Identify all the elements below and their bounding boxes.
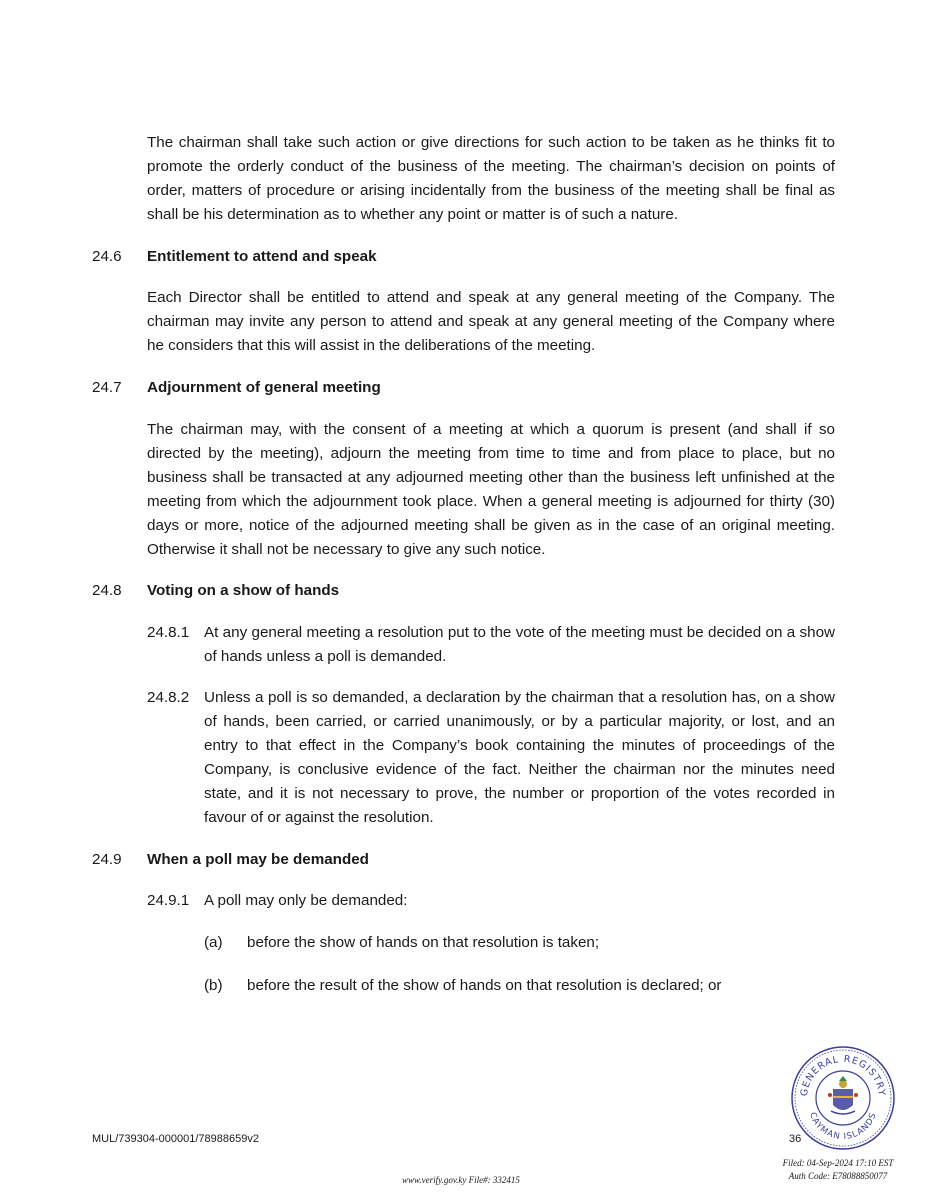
seal-top-text: GENERAL REGISTRY [798,1053,888,1098]
section-title-24-9: When a poll may be demanded [147,851,369,868]
item-label-a: (a) [204,934,223,951]
subsection-number-24-8-2: 24.8.2 [147,689,190,706]
svg-text:CAYMAN ISLANDS [807,1111,879,1142]
subsection-number-24-8-1: 24.8.1 [147,624,190,641]
filing-stamp [768,1157,908,1183]
section-title-24-7: Adjournment of general meeting [147,379,381,396]
general-registry-seal-icon [790,1045,896,1151]
item-label-b: (b) [204,977,223,994]
section-title-24-8: Voting on a show of hands [147,582,340,599]
section-text-24-7: The chairman may, with the consent of a meeting at which a quorum is present (and shall if so directed by the meeting), adjourn the meeting from time to time and from place to place, but no business shall be transacted at any adjourned meeting other than the business left unfinished at the meeting from which the adjournment took place. When a general meeting is adjourned for thirty (30) days or more, notice of the adjourned meeting shall be given as in the case of an original meeting. Otherwise it shall not be necessary to give any such notice. [147,421,835,558]
subsection-text-24-8-2: Unless a poll is so demanded, a declaration by the chairman that a resolution has, on a show of hands, been carried, or carried unanimously, or by a particular majority, or lost, and an entry to that effect in the Company’s book containing the minutes of proceedings of the Company, is conclusive evidence of the fact. Neither the chairman nor the minutes need state, and it is not necessary to prove, the number or proportion of the votes recorded in favour of or against the resolution. [204,689,835,826]
subsection-number-24-9-1: 24.9.1 [147,892,190,909]
filed-date: Filed: 04-Sep-2024 17:10 EST [782,1158,894,1168]
item-text-a: before the show of hands on that resolution is taken; [247,934,600,951]
subsection-text-24-8-1: At any general meeting a resolution put to the vote of the meeting must be decided on a show of hands unless a poll is demanded. [204,624,835,665]
section-title-24-6: Entitlement to attend and speak [147,248,377,265]
section-number-24-8: 24.8 [92,582,122,599]
page-number: 36 [789,1133,802,1145]
section-number-24-6: 24.6 [92,248,122,265]
item-text-b: before the result of the show of hands on that resolution is declared; or [247,977,722,994]
section-text-24-6: Each Director shall be entitled to attend and speak at any general meeting of the Company. The chairman may invite any person to attend and speak at any general meeting of the Company where he considers that this will assist in the deliberations of the meeting. [147,289,835,354]
verification-url: www.verify.gov.ky File#: 332415 [402,1175,520,1185]
intro-paragraph: The chairman shall take such action or give directions for such action to be taken as he thinks fit to promote the orderly conduct of the business of the meeting. The chairman’s decision on points of order, matters of procedure or arising incidentally from the business of the meeting shall be final as shall be his determination as to whether any point or matter is of such a nature. [147,134,835,223]
section-number-24-9: 24.9 [92,851,122,868]
auth-code: Auth Code: E78088850077 [788,1171,888,1181]
seal-bottom-text: CAYMAN ISLANDS [807,1111,879,1143]
coat-of-arms-icon [828,1076,858,1114]
document-reference: MUL/739304-000001/78988659v2 [92,1133,259,1145]
subsection-text-24-9-1: A poll may only be demanded: [204,892,408,909]
section-number-24-7: 24.7 [92,379,122,396]
